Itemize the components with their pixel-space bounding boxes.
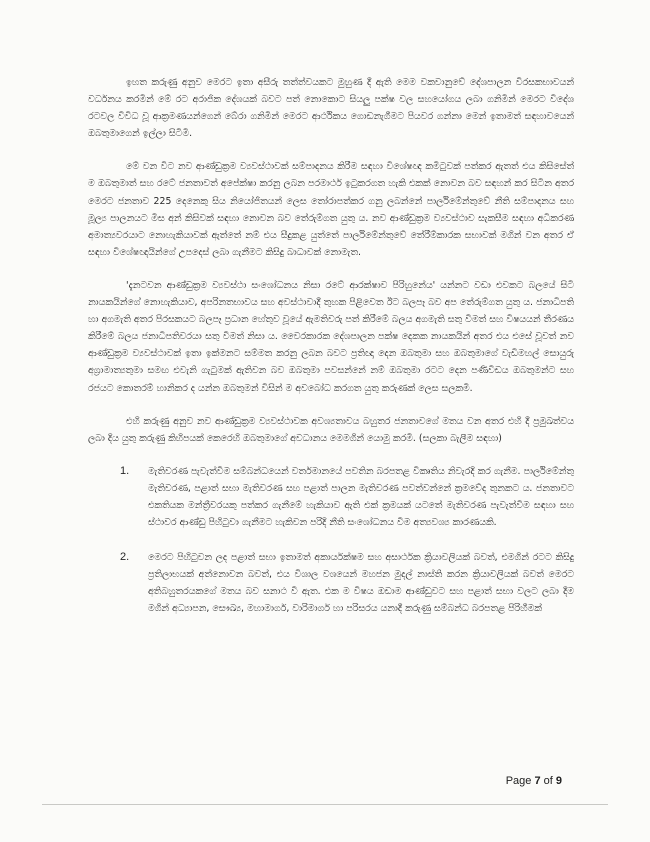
- list-item-text: මැතිවරණ පැවැත්වීම සම්බන්ධයෙන් වර්තමානයේ පවතින බරපතළ විකෘතිය නිවැරදි කර ගැනීම. පාර්ලිමේන්තු මැතිවරණ, පළාත් සභා මැතිවරණ සහ පළාත් පාලන මැතිවරණ පවත්වන්නේ ක්‍රමවේද තුනකට ය. ජනතාවට එකතියක මන්ත්‍රීවරයකු පත්කර ගැනීමේ හැකියාව ඇති එක් ක්‍රමයක් යටතේ මැතිවරණ පැවැත්වීම සඳහා සහ ස්ථාවර ආණ්ඩු පිහිටුවා ගැනීමට හැකිවන පරිදි නීති සංශෝධනය වීම අත්‍යවශ්‍ය කාරණයකි.: [148, 465, 574, 529]
- page-number-footer: [506, 775, 562, 787]
- page-label: Page: [505, 775, 535, 787]
- document-body: [88, 74, 574, 636]
- current-page-number: 7: [534, 775, 541, 787]
- paragraph: 'දැනටවන ආණ්ඩුක්‍රම ව්‍යවස්ථා සංශෝධනය නිසා රටේ ආරක්ෂාව පිරිහුනේය' යන්නට වඩා එවකට බලයේ සිටි නායකයින්ගේ නොහැකියාව, අපරිනතභාවය සහ අවස්ථාවාදී තුහක පිළිවෙත ඊට බලපෑ බව අප තේරුම්ගත යුතු ය. ජනාධිපති හා අගමැති අතර පිරසකයට බලපෑ ප්‍රධාන හේතුව වූයේ ඇමතිවරු පත් කිරීමේ බලය අගමැති සතු වීමත් සහ විෂයයන් තීරණය කිරීමේ බලය ජනාධිපතිවරයා සතු වීමත් නිසා ය. වෛරකාරක දේශපාලන පක්ෂ දෙකක නායකයින් අතර එය එසේ වූවත් නව ආණ්ඩුක්‍රම ව්‍යවස්ථාවක් ඉතා ඉක්මනට සම්මත කරනු ලබන බවට ප්‍රතිඥා දෙන ඔබතුමා සහ ඔබතුමාගේ වැඩිමහල් සොයුරු අග්‍රාමාත්‍යතුමා සමඟ එවැනි ගැටුමක් ඇතිවන බව ඔබතුමා පවසන්නේ නම් ඔබතුමා රටට දෙන පණිවිඩය ඔබතුමන්ට සහ රජයට කොතරම් හානිකර ද යන්න ඔබතුමන් විසින් ම අවබෝධ කරගත යුතු කරුණක් ලෙස සලකමි.: [88, 279, 574, 394]
- bottom-divider: [42, 804, 608, 805]
- list-item-text: මෙරට පිහිටුවන ලද පළාත් සභා ඉතාමත් අකාර්යක්ෂම සහ අසාර්ථක ක්‍රියාවලියක් බවත්, එමගින් රටට කිසිදු ප්‍රතිලාභයක් අත්නොවන බවත්, එය විශාල වශයෙන් මහජන මුදල් නාස්ති කරන ක්‍රියාවලියක් බවත් මෙරට අතිබහුතරයකගේ මතය බව සනාථ වී ඇත. එක ම විෂය ඔඩාම ආණ්ඩුවට සහ පළාත් සභා වලට ලබා දීම මගින් අධ්‍යාපන, සෞඛ්‍ය, මහාමාර්ග, වාරිමාර්ග හා පරිසරය යනාදී කරුණු සම්බන්ධ බරපතළ පිරිහීමක්: [148, 552, 574, 615]
- total-page-count: 9: [555, 775, 562, 787]
- list-number: 2.: [120, 551, 130, 564]
- paragraph: ඉහත කරුණු අනුව මෙරට ඉතා අසීරු තත්ත්වයකට මුහුණ දී ඇති මෙම වකවානුවේ දේශපාලන විරසකභාවයන් වර්ධනය කරමින් මේ රට අරාජික දේශයක් බවට පත් නොකොට සියලු පක්ෂ වල සහයෝගය ලබා ගනිමින් මෙරට විදේශ රටවල විවිධ වූ ආක්‍රමණයන්ගෙන් බේරා ගනිමින් මෙරට ආර්ථිකය ගොඩනැගීමට පියවර ගන්නා මෙන් ඉතාමත් සඳහාවයෙන් ඔබතුමාගෙන් ඉල්ලා සිටිමි.: [88, 77, 574, 140]
- paragraph: එහි කරුණු අනුව නව ආණ්ඩුක්‍රම ව්‍යවස්ථාවක අවශ්‍යතාවය බහුතර ජනතාවගේ මතය වන අතර එහි දී ප්‍රමුඛත්වය ලබා දිය යුතු කරුණු කිහිපයක් කෙරෙහි ඔබතුමාගේ අවධානය මෙමගින් යොමු කරමි. (සලකා බැලීම සඳහා): [88, 415, 575, 444]
- list-item: [88, 549, 574, 617]
- paragraph: මේ වන විට නව ආණ්ඩුක්‍රම ව්‍යවස්ථාවක් සම්පාදනය කිරීම සඳහා විශේෂඥ කමිටුවක් පත්කර ඇතත් එය කිසිසේත් ම ඔබතුමාත් සහ රටේ ජනතාවත් අපේක්ෂා කරනු ලබන පරමාර්ථ ඉටුකරගත හැකි එකක් නොවන බව සඳහන් කර සිටින අතර මෙරට ජනතාව 225 දෙනෙකු සිය නියෝජිතයන් ලෙස තෝරාපත්කර ගනු ලබන්නේ පාර්ලිමේන්තුවේ නීති සම්පාදනය සහ මූල්‍ය පාලනයට මිස අන් කිසිවක් සඳහා නොවන බව තේරුම්ගත යුතු ය. නව ආණ්ඩුක්‍රම ව්‍යවස්ථාව සැකසීම සඳහා අධිකරණ අමාත්‍යවරයාට නොහැකියාවක් ඇත්තේ නම් එය සීදුකළ යුත්තේ පාර්ලිමේන්තුවේ තේරීම්කාරක සභාවක් මගින් වන අතර ඒ සඳහා විශේෂඥයින්ගේ උපදෙස් ලබා ගැනීමට කිසිදු බාධාවක් නොමැත.: [88, 161, 574, 258]
- list-item: [88, 463, 574, 531]
- page-of-label: of: [540, 775, 556, 787]
- list-number: 1.: [120, 464, 130, 477]
- numbered-list: [88, 463, 574, 618]
